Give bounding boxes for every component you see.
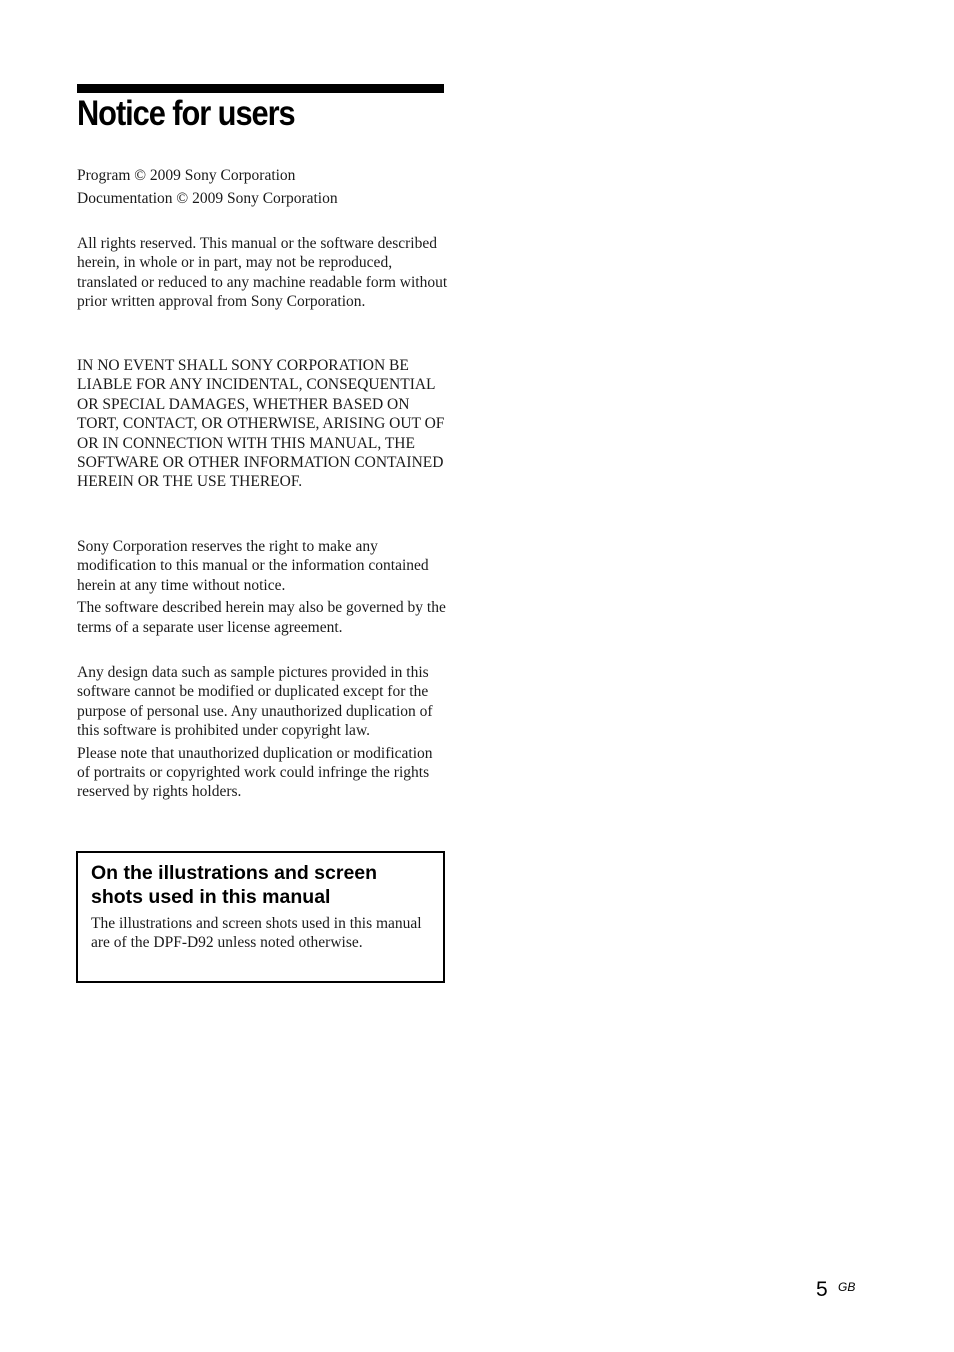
design-data-paragraph: Any design data such as sample pictures provided in this software cannot be modified or duplicated except for the purpose of personal use. Any unauthorized duplication of this software is prohibited under copyright law. [77, 664, 433, 740]
page-title: Notice for users [77, 94, 295, 133]
page-region-suffix: GB [838, 1280, 856, 1294]
design-data-block [77, 663, 449, 802]
modification-paragraph: Sony Corporation reserves the right to make any modification to this manual or the information contained herein at any time without notice. [77, 538, 429, 594]
portraits-paragraph: Please note that unauthorized duplication or modification of portraits or copyrighted work could infringe the rights reserved by rights holders. [77, 744, 433, 801]
rights-paragraph: All rights reserved. This manual or the software described herein, in whole or in part, may not be reproduced, translated or reduced to any machine readable form without prior written approval from Sony Corporation. [77, 235, 448, 311]
page-number: 5 [816, 1278, 828, 1301]
liability-block [77, 356, 449, 492]
note-box-body: The illustrations and screen shots used in this manual are of the DPF-D92 unless noted otherwise. [91, 915, 422, 952]
rights-block [77, 234, 449, 312]
copyright-block [77, 164, 449, 210]
license-paragraph: The software described herein may also be governed by the terms of a separate user license agreement. [77, 599, 446, 636]
note-box-heading: On the illustrations and screen shots used in this manual [91, 862, 378, 908]
program-copyright: Program © 2009 Sony Corporation [77, 167, 296, 184]
note-box [76, 851, 445, 983]
liability-paragraph: IN NO EVENT SHALL SONY CORPORATION BE LIABLE FOR ANY INCIDENTAL, CONSEQUENTIAL OR SPECIAL DAMAGES, WHETHER BASED ON TORT, CONTACT, OR OTHERWISE, ARISING OUT OF OR IN CONNECTION WITH THIS MANUAL, THE SOFTWARE OR OTHER INFORMATION CONTAINED HEREIN OR THE USE THEREOF. [77, 357, 445, 491]
title-rule [77, 84, 444, 93]
modification-block [77, 537, 449, 637]
documentation-copyright: Documentation © 2009 Sony Corporation [77, 190, 338, 207]
